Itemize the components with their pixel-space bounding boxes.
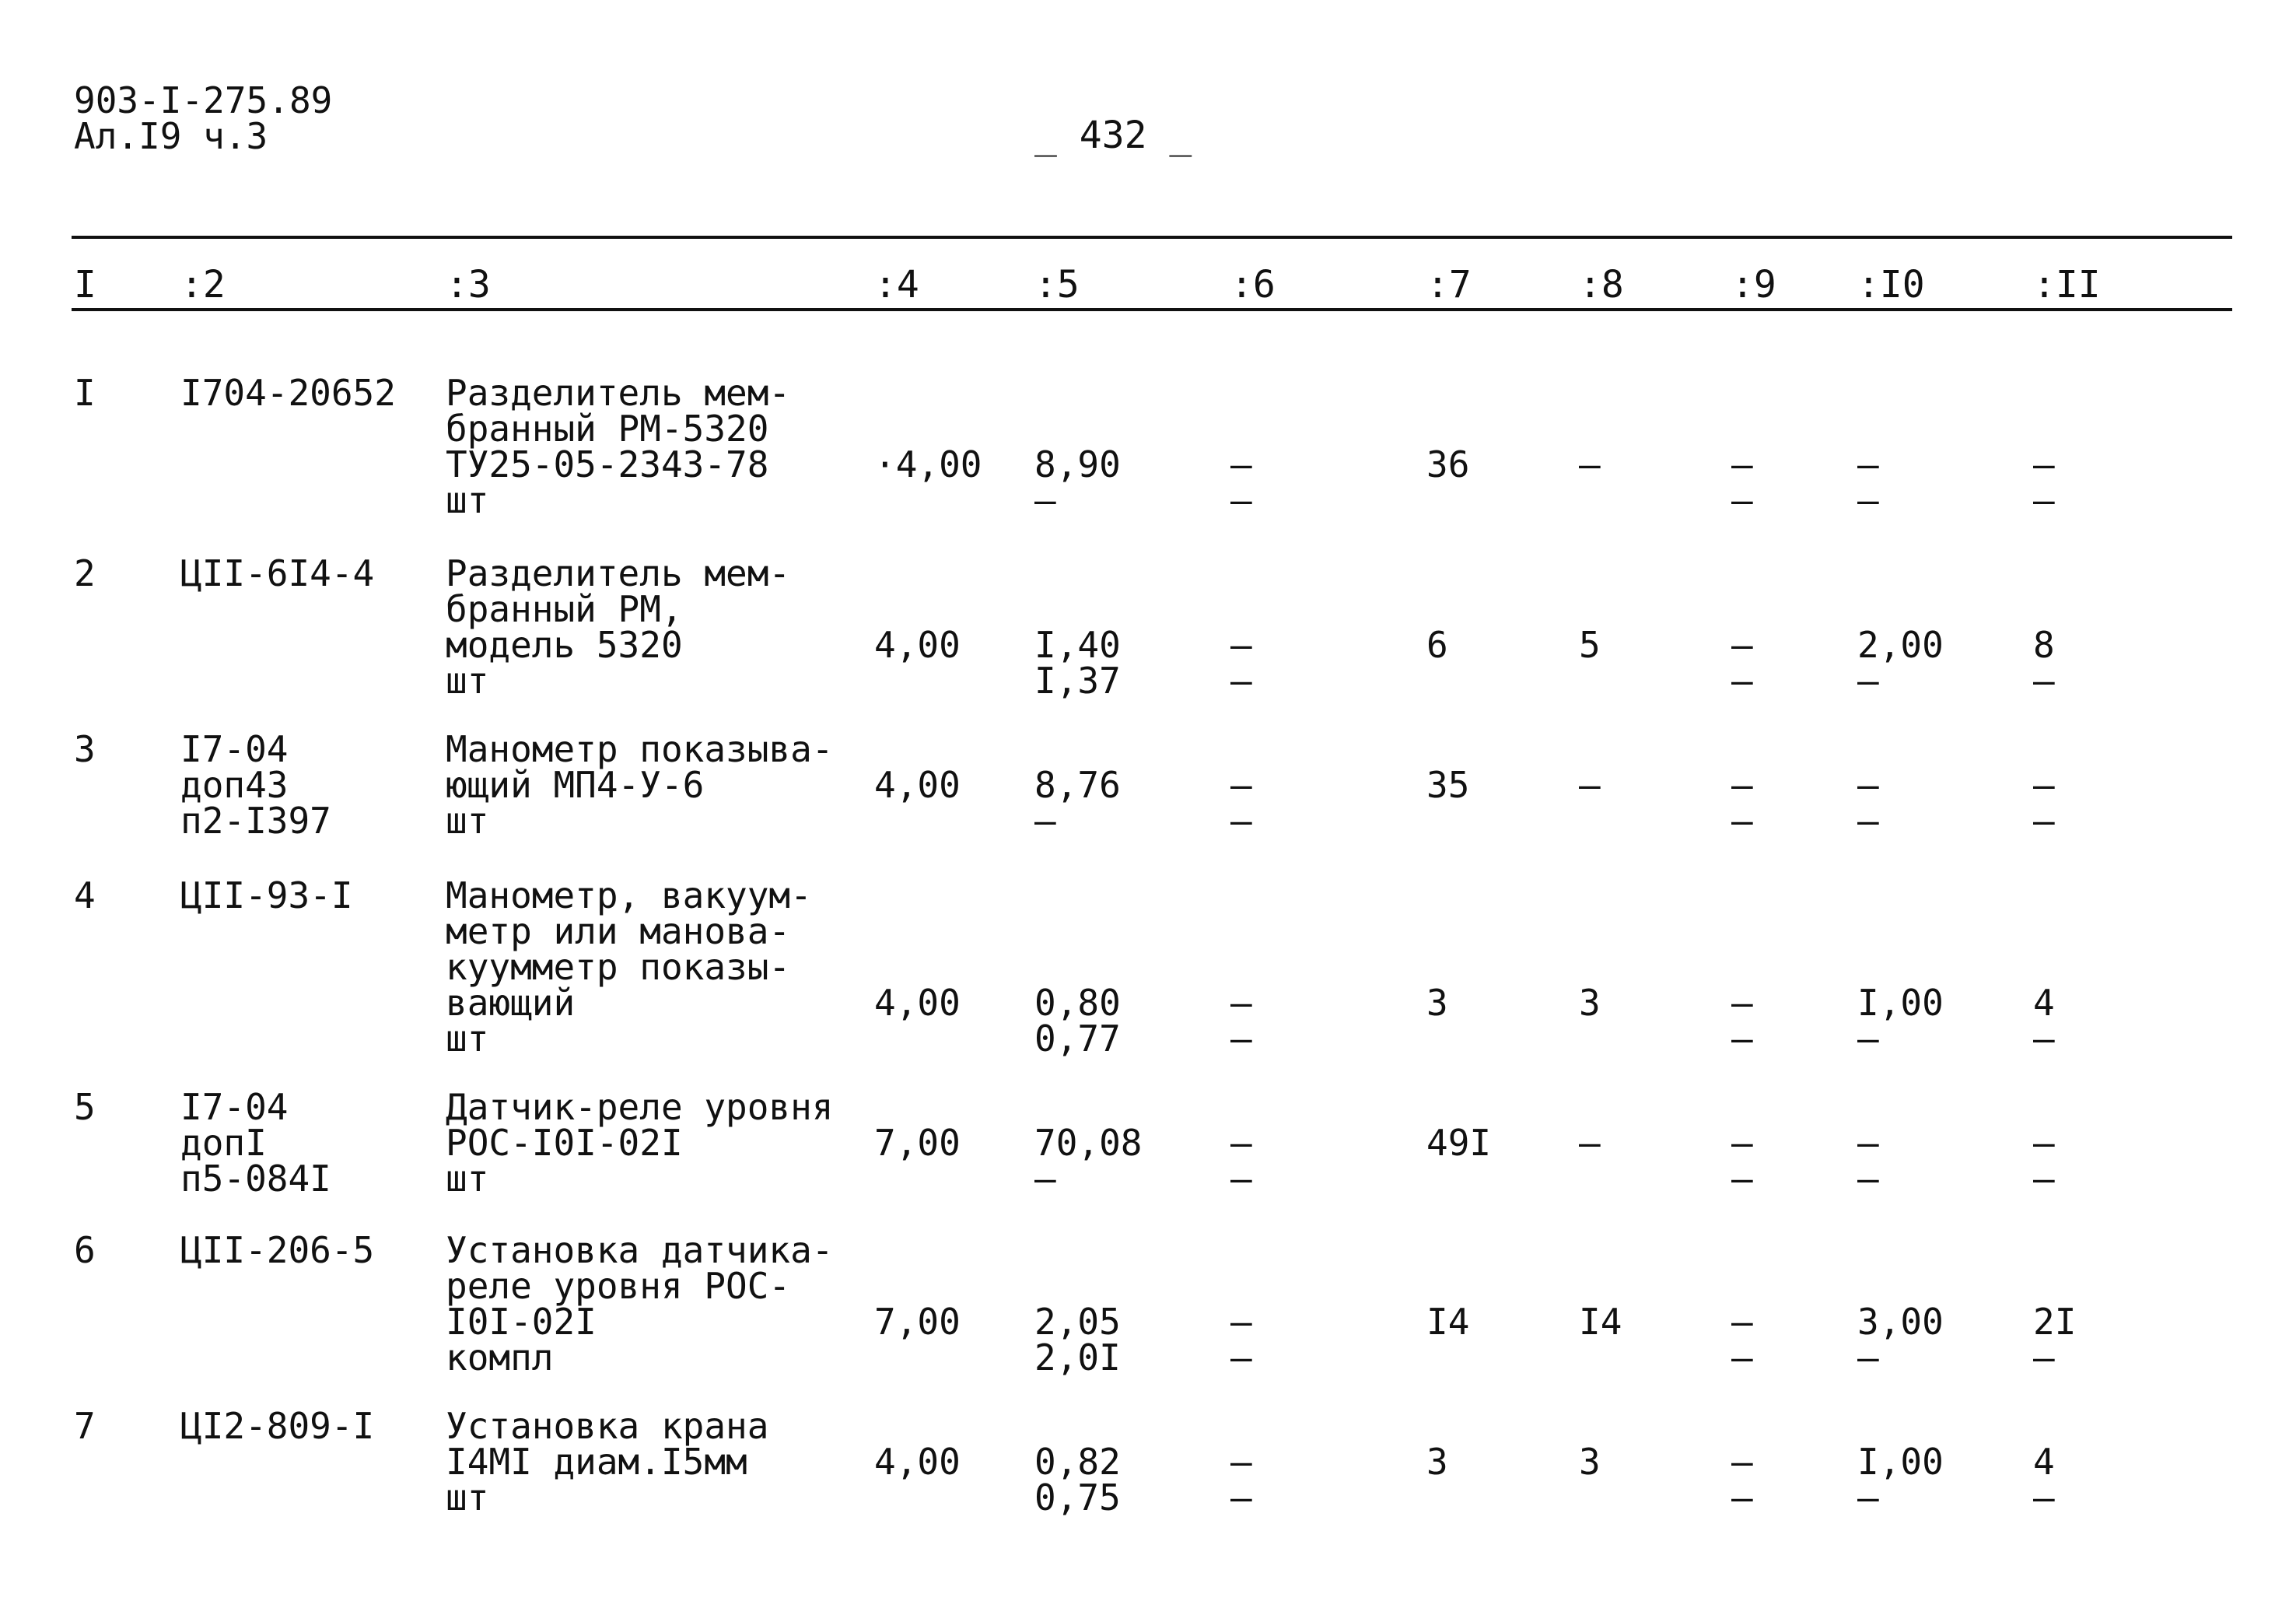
table-cell-col1 — [74, 1086, 96, 1128]
cell-line: – — [1230, 764, 1252, 806]
cell-line: 49I — [1426, 1122, 1492, 1164]
table-cell-col8 — [1579, 1441, 1601, 1483]
table-cell-col2 — [180, 1405, 375, 1447]
cell-line: бранный РМ-5320 — [446, 408, 769, 450]
cell-line: п5-084I — [180, 1158, 331, 1200]
cell-line: – — [1230, 1018, 1252, 1060]
table-cell-col2 — [180, 372, 396, 414]
cell-line: I — [74, 372, 96, 414]
cell-line: 36 — [1426, 443, 1470, 485]
column-header: :3 — [446, 263, 491, 307]
cell-line: – — [2033, 764, 2055, 806]
table-cell-col4 — [874, 1301, 961, 1343]
table-cell-col3 — [446, 874, 812, 1060]
cell-line: I,00 — [1857, 982, 1944, 1024]
cell-line: I4 — [1579, 1301, 1622, 1343]
cell-line: – — [1230, 660, 1252, 702]
table-cell-col1 — [74, 1229, 96, 1271]
cell-line: ющий МП4-У-6 — [446, 764, 705, 806]
cell-line: – — [1230, 1301, 1252, 1343]
cell-line: п2-I397 — [180, 800, 331, 842]
table-cell-col8 — [1579, 1301, 1622, 1343]
table-cell-col5 — [1034, 764, 1121, 842]
cell-line: реле уровня РОС- — [446, 1265, 791, 1307]
column-header: :8 — [1579, 263, 1624, 307]
cell-line: 3 — [74, 728, 96, 770]
table-cell-col3 — [446, 1229, 834, 1379]
cell-line: – — [1857, 800, 1879, 842]
cell-line: 0,75 — [1034, 1477, 1121, 1519]
cell-line: шт — [446, 1477, 489, 1519]
cell-line: допI — [180, 1122, 267, 1164]
table-cell-col3 — [446, 728, 834, 842]
table-top-rule — [72, 236, 2232, 239]
cell-line: Разделитель мем- — [446, 552, 791, 594]
cell-line: I,40 — [1034, 624, 1121, 666]
cell-line: 6 — [1426, 624, 1448, 666]
cell-line: 4,00 — [874, 764, 961, 806]
table-cell-col4 — [874, 1441, 961, 1483]
cell-line: 2,00 — [1857, 624, 1944, 666]
cell-line: 5 — [74, 1086, 96, 1128]
cell-line: 4 — [74, 874, 96, 916]
cell-line: Манометр показыва- — [446, 728, 834, 770]
cell-line: ЦII-6I4-4 — [180, 552, 375, 594]
table-cell-col11 — [2033, 443, 2055, 521]
cell-line: 2,0I — [1034, 1336, 1121, 1379]
cell-line: – — [1857, 1158, 1879, 1200]
cell-line: – — [1857, 1018, 1879, 1060]
cell-line: – — [2033, 1336, 2055, 1379]
cell-line: 2,05 — [1034, 1301, 1121, 1343]
cell-line: I,37 — [1034, 660, 1121, 702]
doc-code-line1: 903-I-275.89 — [74, 79, 333, 121]
table-cell-col9 — [1731, 1441, 1753, 1519]
column-header: :4 — [874, 263, 919, 307]
table-cell-col8 — [1579, 1122, 1601, 1164]
cell-line: компл — [446, 1336, 554, 1379]
cell-line: – — [2033, 479, 2055, 521]
cell-line: – — [1034, 800, 1056, 842]
cell-line: I,00 — [1857, 1441, 1944, 1483]
column-header: :7 — [1426, 263, 1472, 307]
cell-line: шт — [446, 1018, 489, 1060]
table-cell-col10 — [1857, 1301, 1944, 1379]
table-cell-col3 — [446, 552, 791, 702]
cell-line: – — [1731, 479, 1753, 521]
cell-line: 2 — [74, 552, 96, 594]
page-number: _ 432 _ — [1034, 114, 1192, 157]
table-cell-col10 — [1857, 1122, 1879, 1200]
table-cell-col5 — [1034, 982, 1121, 1060]
table-cell-col7 — [1426, 1301, 1470, 1343]
table-cell-col4 — [874, 443, 982, 485]
table-cell-col5 — [1034, 1441, 1121, 1519]
cell-line: – — [2033, 660, 2055, 702]
cell-line: 0,80 — [1034, 982, 1121, 1024]
cell-line: – — [1857, 479, 1879, 521]
cell-line: 4,00 — [874, 1441, 961, 1483]
cell-line: 0,82 — [1034, 1441, 1121, 1483]
cell-line: I0I-02I — [446, 1301, 597, 1343]
cell-line: – — [1857, 764, 1879, 806]
cell-line: 8,90 — [1034, 443, 1121, 485]
cell-line: – — [1857, 1122, 1879, 1164]
table-cell-col9 — [1731, 1122, 1753, 1200]
cell-line: – — [1230, 982, 1252, 1024]
cell-line: шт — [446, 1158, 489, 1200]
cell-line: – — [1230, 624, 1252, 666]
table-cell-col5 — [1034, 443, 1121, 521]
table-cell-col8 — [1579, 624, 1601, 666]
header-bottom-rule — [72, 308, 2232, 311]
table-cell-col2 — [180, 1229, 375, 1271]
cell-line: ЦII-93-I — [180, 874, 353, 916]
cell-line: – — [1034, 1158, 1056, 1200]
cell-line: Манометр, вакуум- — [446, 874, 812, 916]
cell-line: I4MI диам.I5мм — [446, 1441, 747, 1483]
table-cell-col1 — [74, 552, 96, 594]
table-cell-col7 — [1426, 1122, 1492, 1164]
cell-line: 4 — [2033, 982, 2055, 1024]
cell-line: 7,00 — [874, 1122, 961, 1164]
cell-line: – — [1579, 443, 1601, 485]
cell-line: – — [1857, 1336, 1879, 1379]
cell-line: 7 — [74, 1405, 96, 1447]
cell-line: – — [1731, 1477, 1753, 1519]
table-cell-col11 — [2033, 1441, 2055, 1519]
table-cell-col9 — [1731, 624, 1753, 702]
cell-line: – — [1731, 660, 1753, 702]
cell-line: – — [2033, 1158, 2055, 1200]
cell-line: бранный РМ, — [446, 588, 683, 630]
cell-line: 4,00 — [874, 982, 961, 1024]
cell-line: Установка датчика- — [446, 1229, 834, 1271]
cell-line: ТУ25-05-2343-78 — [446, 443, 769, 485]
cell-line: модель 5320 — [446, 624, 683, 666]
cell-line: – — [2033, 1122, 2055, 1164]
table-cell-col4 — [874, 624, 961, 666]
table-cell-col4 — [874, 1122, 961, 1164]
table-cell-col2 — [180, 874, 353, 916]
cell-line: ЦII-206-5 — [180, 1229, 375, 1271]
column-header: :9 — [1731, 263, 1776, 307]
cell-line: 4,00 — [874, 624, 961, 666]
cell-line: 0,77 — [1034, 1018, 1121, 1060]
cell-line: – — [1731, 624, 1753, 666]
cell-line: – — [2033, 443, 2055, 485]
cell-line: – — [1857, 1477, 1879, 1519]
cell-line: – — [1857, 443, 1879, 485]
cell-line: ЦI2-809-I — [180, 1405, 375, 1447]
cell-line: – — [2033, 800, 2055, 842]
cell-line: – — [1579, 764, 1601, 806]
cell-line: – — [1857, 660, 1879, 702]
cell-line: 3 — [1579, 982, 1601, 1024]
cell-line: I7-04 — [180, 728, 289, 770]
cell-line: шт — [446, 479, 489, 521]
table-cell-col11 — [2033, 624, 2055, 702]
table-cell-col6 — [1230, 764, 1252, 842]
cell-line: – — [1731, 982, 1753, 1024]
cell-line: – — [1230, 1441, 1252, 1483]
column-header: :I0 — [1857, 263, 1925, 307]
cell-line: Установка крана — [446, 1405, 769, 1447]
cell-line: шт — [446, 660, 489, 702]
cell-line: – — [1731, 1018, 1753, 1060]
cell-line: I4 — [1426, 1301, 1470, 1343]
cell-line: – — [1731, 1301, 1753, 1343]
cell-line: Датчик-реле уровня — [446, 1086, 834, 1128]
cell-line: 3 — [1579, 1441, 1601, 1483]
cell-line: 2I — [2033, 1301, 2077, 1343]
table-cell-col7 — [1426, 1441, 1448, 1483]
column-header: :2 — [180, 263, 226, 307]
cell-line: РОС-I0I-02I — [446, 1122, 683, 1164]
cell-line: – — [1731, 764, 1753, 806]
cell-line: 6 — [74, 1229, 96, 1271]
table-cell-col8 — [1579, 443, 1601, 485]
table-cell-col10 — [1857, 1441, 1944, 1519]
cell-line: – — [1230, 1122, 1252, 1164]
table-cell-col6 — [1230, 982, 1252, 1060]
cell-line: I7-04 — [180, 1086, 289, 1128]
table-cell-col11 — [2033, 982, 2055, 1060]
document-code — [74, 79, 333, 157]
cell-line: – — [1731, 800, 1753, 842]
cell-line: – — [2033, 1018, 2055, 1060]
cell-line: доп43 — [180, 764, 289, 806]
cell-line: I704-20652 — [180, 372, 396, 414]
table-cell-col2 — [180, 728, 331, 842]
cell-line: 4 — [2033, 1441, 2055, 1483]
cell-line: – — [1230, 479, 1252, 521]
cell-line: – — [1731, 1158, 1753, 1200]
table-cell-col7 — [1426, 443, 1470, 485]
cell-line: – — [1230, 800, 1252, 842]
cell-line: 3 — [1426, 1441, 1448, 1483]
cell-line: шт — [446, 800, 489, 842]
cell-line: – — [1034, 479, 1056, 521]
cell-line: 5 — [1579, 624, 1601, 666]
cell-line: – — [1731, 443, 1753, 485]
table-cell-col2 — [180, 552, 375, 594]
cell-line: 8,76 — [1034, 764, 1121, 806]
table-cell-col6 — [1230, 1301, 1252, 1379]
cell-line: 3,00 — [1857, 1301, 1944, 1343]
cell-line: 3 — [1426, 982, 1448, 1024]
table-cell-col8 — [1579, 764, 1601, 806]
cell-line: – — [1230, 1336, 1252, 1379]
table-cell-col7 — [1426, 624, 1448, 666]
cell-line: 70,08 — [1034, 1122, 1143, 1164]
table-cell-col10 — [1857, 624, 1944, 702]
table-cell-col10 — [1857, 764, 1879, 842]
cell-line: – — [1230, 443, 1252, 485]
table-cell-col1 — [74, 728, 96, 770]
table-cell-col3 — [446, 1405, 769, 1519]
table-cell-col9 — [1731, 764, 1753, 842]
table-cell-col9 — [1731, 1301, 1753, 1379]
table-cell-col11 — [2033, 1301, 2077, 1379]
table-cell-col1 — [74, 1405, 96, 1447]
table-cell-col6 — [1230, 1122, 1252, 1200]
cell-line: 8 — [2033, 624, 2055, 666]
table-cell-col7 — [1426, 764, 1470, 806]
table-cell-col6 — [1230, 624, 1252, 702]
table-cell-col11 — [2033, 1122, 2055, 1200]
column-header: I — [74, 263, 96, 307]
cell-line: куумметр показы- — [446, 946, 791, 988]
column-header: :II — [2033, 263, 2101, 307]
column-header: :6 — [1230, 263, 1276, 307]
table-cell-col3 — [446, 372, 791, 521]
column-header: :5 — [1034, 263, 1080, 307]
table-cell-col8 — [1579, 982, 1601, 1024]
table-cell-col10 — [1857, 443, 1879, 521]
cell-line: – — [1579, 1122, 1601, 1164]
table-cell-col10 — [1857, 982, 1944, 1060]
table-cell-col5 — [1034, 1301, 1121, 1379]
table-cell-col1 — [74, 372, 96, 414]
cell-line: 35 — [1426, 764, 1470, 806]
cell-line: – — [1731, 1441, 1753, 1483]
table-cell-col4 — [874, 764, 961, 806]
table-cell-col6 — [1230, 1441, 1252, 1519]
cell-line: Разделитель мем- — [446, 372, 791, 414]
table-cell-col5 — [1034, 1122, 1143, 1200]
table-cell-col7 — [1426, 982, 1448, 1024]
cell-line: – — [1230, 1477, 1252, 1519]
cell-line: метр или манова- — [446, 910, 791, 952]
table-cell-col5 — [1034, 624, 1121, 702]
table-cell-col4 — [874, 982, 961, 1024]
cell-line: вающий — [446, 982, 576, 1024]
table-cell-col11 — [2033, 764, 2055, 842]
cell-line: – — [1731, 1122, 1753, 1164]
cell-line: – — [2033, 1477, 2055, 1519]
doc-code-line2: Ал.I9 ч.3 — [74, 115, 268, 157]
cell-line: ·4,00 — [874, 443, 982, 485]
cell-line: – — [1731, 1336, 1753, 1379]
table-cell-col9 — [1731, 982, 1753, 1060]
table-cell-col1 — [74, 874, 96, 916]
table-cell-col6 — [1230, 443, 1252, 521]
table-cell-col3 — [446, 1086, 834, 1200]
table-cell-col2 — [180, 1086, 331, 1200]
table-cell-col9 — [1731, 443, 1753, 521]
cell-line: – — [1230, 1158, 1252, 1200]
cell-line: 7,00 — [874, 1301, 961, 1343]
